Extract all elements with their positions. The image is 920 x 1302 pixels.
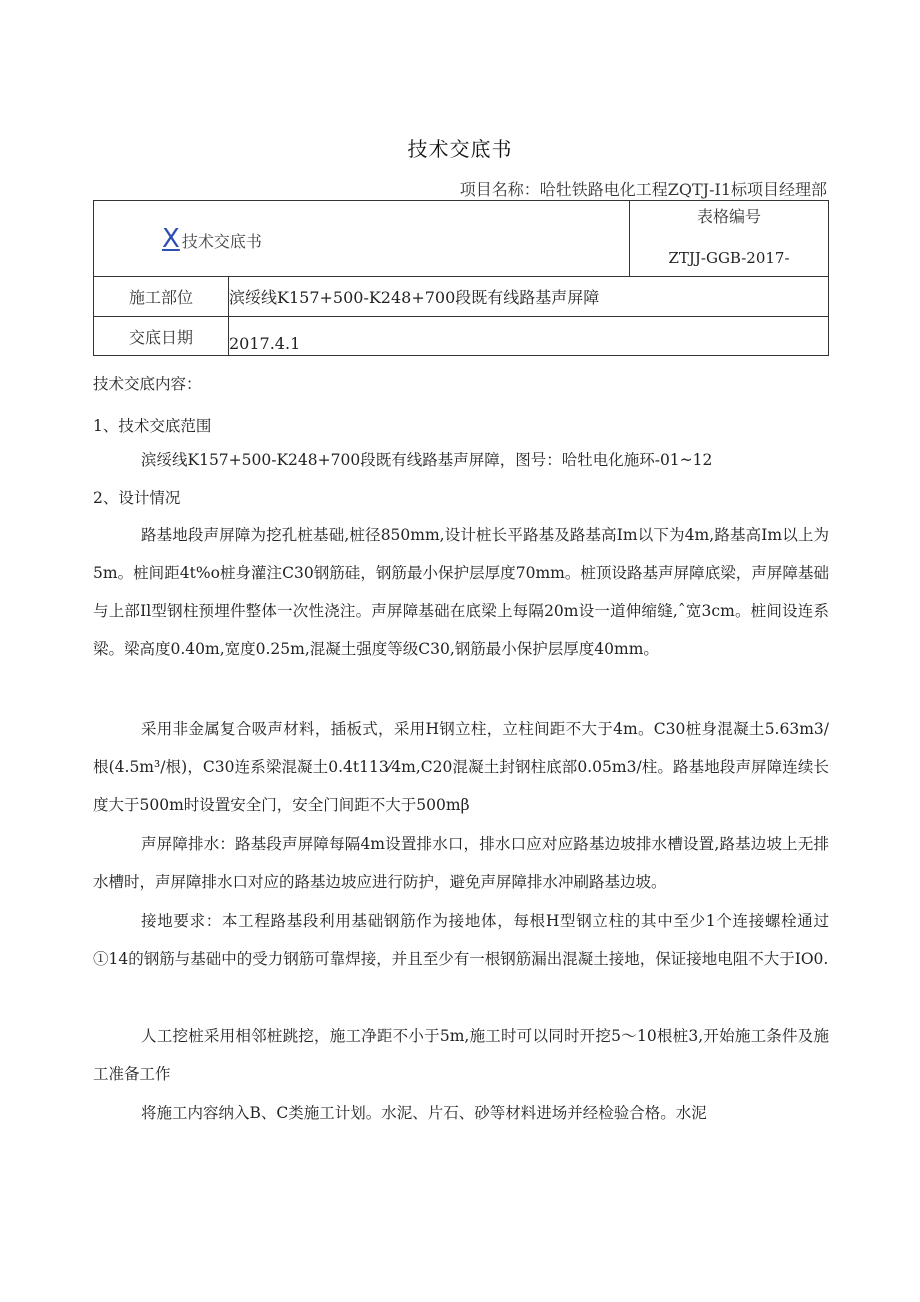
section1-text: 滨绥线K157+500-K248+700段既有线路基声屏障，图号：哈牡电化施环-01~12 [141,451,713,469]
form-no-cell [630,201,829,277]
x-mark: X [162,223,180,254]
paragraph-drainage: 声屏障排水：路基段声屏障每隔4m设置排水口，排水口应对应路基边坡排水槽设置,路基边坡上无排水槽时，声屏障排水口对应的路基边坡应进行防护，避免声屏障排水冲刷路基边坡。 [93,835,829,891]
site-label: 施工部位 [94,277,229,317]
doc-type: 技术交底书 [181,231,262,251]
form-no-value: ZTJJ-GGB-2017- [668,249,790,267]
paragraph-grounding: 接地要求：本工程路基段利用基础钢筋作为接地体，每根H型钢立柱的其中至少1个连接螺栓通过①14的钢筋与基础中的受力钢筋可靠焊接，并且至少有一根钢筋漏出混凝土接地，保证接地电阻不大于IO0. [93,912,829,968]
header-table [93,200,829,356]
project-name: 项目名称：哈牡铁路电化工程ZQTJ-I1标项目经理部 [459,180,827,199]
doc-type-cell [94,201,630,277]
paragraph-preparation: 将施工内容纳入B、C类施工计划。水泥、片石、砂等材料进场并经检验合格。水泥 [141,1104,707,1122]
section2-heading: 2、设计情况 [93,489,181,507]
form-no-label: 表格编号 [696,207,761,226]
paragraph-materials: 采用非金属复合吸声材料，插板式，采用H钢立柱，立柱间距不大于4m。C30桩身混凝土5.63m3/根(4.5m³/根)，C30连系梁混凝土0.4t113⁄4m,C20混凝土封钢柱底部0.05m3/柱。路基地段声屏障连续长度大于500m时设置安全门，安全门间距不大于500mβ [93,720,829,814]
paragraph-foundation: 路基地段声屏障为挖孔桩基础,桩径850mm,设计桩长平路基及路基高Im以下为4m,路基高Im以上为5m。桩间距4t%o桩身灌注C30钢筋硅，钢筋最小保护层厚度70mm。桩顶设路基声屏障底梁，声屏障基础与上部Il型钢柱预埋件整体一次性浇注。声屏障基础在底梁上每隔20m设一道伸缩缝,ˆ宽3cm。桩间设连系梁。梁高度0.40m,宽度0.25m,混凝土强度等级C30,钢筋最小保护层厚度40mm。 [93,526,829,658]
document-title: 技术交底书 [407,137,513,161]
content-heading: 技术交底内容： [93,375,202,393]
date-label: 交底日期 [94,317,229,356]
site-value: 滨绥线K157+500-K248+700段既有线路基声屏障 [229,277,829,317]
section1-heading: 1、技术交底范围 [93,417,212,435]
date-value: 2017.4.1 [229,317,829,356]
paragraph-excavation: 人工挖桩采用相邻桩跳挖，施工净距不小于5m,施工时可以同时开挖5～10根桩3,开始施工条件及施工准备工作 [93,1027,829,1083]
